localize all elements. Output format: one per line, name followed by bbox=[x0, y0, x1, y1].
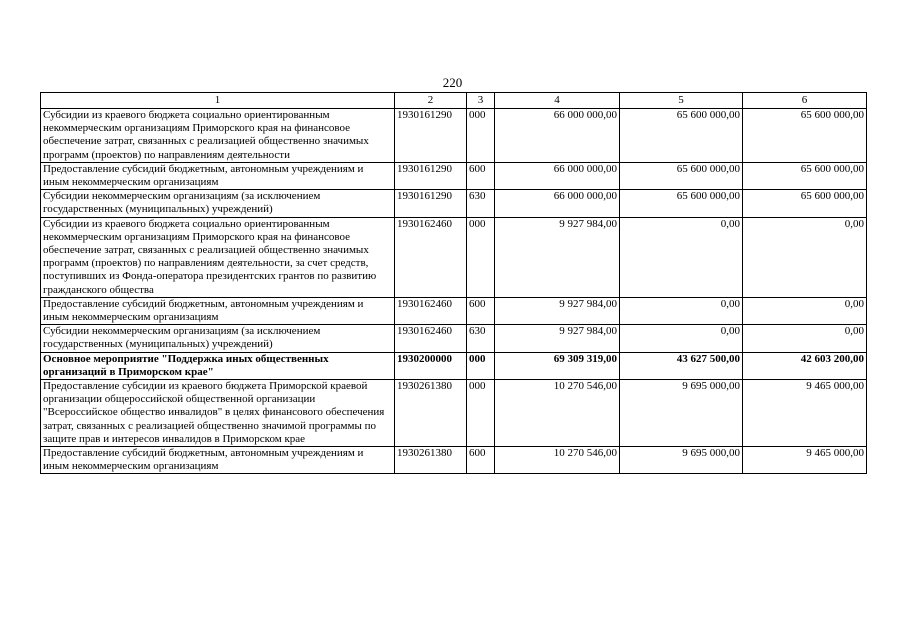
row-amount-year-1: 10 270 546,00 bbox=[495, 380, 620, 447]
row-amount-year-1: 66 000 000,00 bbox=[495, 109, 620, 163]
row-target-article-code: 1930261380 bbox=[395, 447, 467, 474]
row-description: Субсидии из краевого бюджета социально ориентированным некоммерческим организациям Приморского края на финансовое обеспечение затрат, связанных с реализацией общественно значимых программ (проектов) по направлениям деятельности, за счет средств, поступивших из Фонда-оператора президентских грантов по развитию гражданского общества bbox=[41, 217, 395, 297]
row-amount-year-2: 65 600 000,00 bbox=[620, 109, 743, 163]
row-description: Предоставление субсидий бюджетным, автономным учреждениям и иным некоммерческим организациям bbox=[41, 297, 395, 324]
table-row bbox=[41, 447, 867, 474]
row-amount-year-2: 65 600 000,00 bbox=[620, 190, 743, 217]
row-amount-year-1: 66 000 000,00 bbox=[495, 190, 620, 217]
row-amount-year-3: 65 600 000,00 bbox=[743, 109, 867, 163]
row-expense-type-code: 000 bbox=[467, 217, 495, 297]
row-description: Субсидии из краевого бюджета социально ориентированным некоммерческим организациям Приморского края на финансовое обеспечение затрат, связанных с реализацией общественно значимых программ (проектов) по направлениям деятельности bbox=[41, 109, 395, 163]
row-amount-year-3: 9 465 000,00 bbox=[743, 380, 867, 447]
table-row bbox=[41, 325, 867, 352]
row-expense-type-code: 600 bbox=[467, 162, 495, 189]
row-amount-year-2: 9 695 000,00 bbox=[620, 447, 743, 474]
row-amount-year-1: 9 927 984,00 bbox=[495, 325, 620, 352]
table-row bbox=[41, 109, 867, 163]
column-header: 1 bbox=[41, 93, 395, 109]
row-target-article-code: 1930161290 bbox=[395, 109, 467, 163]
row-amount-year-2: 0,00 bbox=[620, 325, 743, 352]
row-amount-year-1: 66 000 000,00 bbox=[495, 162, 620, 189]
row-expense-type-code: 600 bbox=[467, 447, 495, 474]
row-amount-year-1: 9 927 984,00 bbox=[495, 297, 620, 324]
table-row bbox=[41, 217, 867, 297]
row-amount-year-2: 65 600 000,00 bbox=[620, 162, 743, 189]
row-target-article-code: 1930200000 bbox=[395, 352, 467, 379]
row-description: Предоставление субсидий бюджетным, автономным учреждениям и иным некоммерческим организациям bbox=[41, 162, 395, 189]
row-expense-type-code: 600 bbox=[467, 297, 495, 324]
row-amount-year-1: 10 270 546,00 bbox=[495, 447, 620, 474]
row-amount-year-2: 43 627 500,00 bbox=[620, 352, 743, 379]
table-row bbox=[41, 162, 867, 189]
row-description: Предоставление субсидии из краевого бюджета Приморской краевой организации общероссийской общественной организации "Всероссийское общество инвалидов" в целях финансового обеспечения затрат, связанных с реализацией общественно значимой программы по защите прав и интересов инвалидов в Приморском крае bbox=[41, 380, 395, 447]
page-number: 220 bbox=[442, 75, 463, 90]
row-expense-type-code: 000 bbox=[467, 109, 495, 163]
row-amount-year-2: 9 695 000,00 bbox=[620, 380, 743, 447]
column-header: 2 bbox=[395, 93, 467, 109]
row-amount-year-3: 65 600 000,00 bbox=[743, 162, 867, 189]
row-amount-year-2: 0,00 bbox=[620, 297, 743, 324]
row-expense-type-code: 630 bbox=[467, 190, 495, 217]
row-description: Субсидии некоммерческим организациям (за исключением государственных (муниципальных) учреждений) bbox=[41, 325, 395, 352]
row-amount-year-3: 0,00 bbox=[743, 325, 867, 352]
row-amount-year-3: 65 600 000,00 bbox=[743, 190, 867, 217]
row-description: Основное мероприятие "Поддержка иных общественных организаций в Приморском крае" bbox=[41, 352, 395, 379]
table-header-row bbox=[41, 93, 867, 109]
column-header: 3 bbox=[467, 93, 495, 109]
row-amount-year-3: 0,00 bbox=[743, 217, 867, 297]
column-header: 6 bbox=[743, 93, 867, 109]
row-target-article-code: 1930161290 bbox=[395, 162, 467, 189]
column-header: 4 bbox=[495, 93, 620, 109]
row-amount-year-2: 0,00 bbox=[620, 217, 743, 297]
row-amount-year-3: 0,00 bbox=[743, 297, 867, 324]
budget-table bbox=[40, 92, 867, 474]
row-target-article-code: 1930162460 bbox=[395, 217, 467, 297]
row-description: Субсидии некоммерческим организациям (за исключением государственных (муниципальных) учреждений) bbox=[41, 190, 395, 217]
row-target-article-code: 1930162460 bbox=[395, 325, 467, 352]
row-amount-year-3: 9 465 000,00 bbox=[743, 447, 867, 474]
row-target-article-code: 1930162460 bbox=[395, 297, 467, 324]
row-amount-year-1: 69 309 319,00 bbox=[495, 352, 620, 379]
table-row bbox=[41, 297, 867, 324]
row-expense-type-code: 000 bbox=[467, 352, 495, 379]
table-row bbox=[41, 190, 867, 217]
row-expense-type-code: 630 bbox=[467, 325, 495, 352]
table-row bbox=[41, 380, 867, 447]
row-target-article-code: 1930161290 bbox=[395, 190, 467, 217]
table-row-main-event bbox=[41, 352, 867, 379]
row-target-article-code: 1930261380 bbox=[395, 380, 467, 447]
column-header: 5 bbox=[620, 93, 743, 109]
row-amount-year-3: 42 603 200,00 bbox=[743, 352, 867, 379]
row-expense-type-code: 000 bbox=[467, 380, 495, 447]
row-amount-year-1: 9 927 984,00 bbox=[495, 217, 620, 297]
row-description: Предоставление субсидий бюджетным, автономным учреждениям и иным некоммерческим организациям bbox=[41, 447, 395, 474]
